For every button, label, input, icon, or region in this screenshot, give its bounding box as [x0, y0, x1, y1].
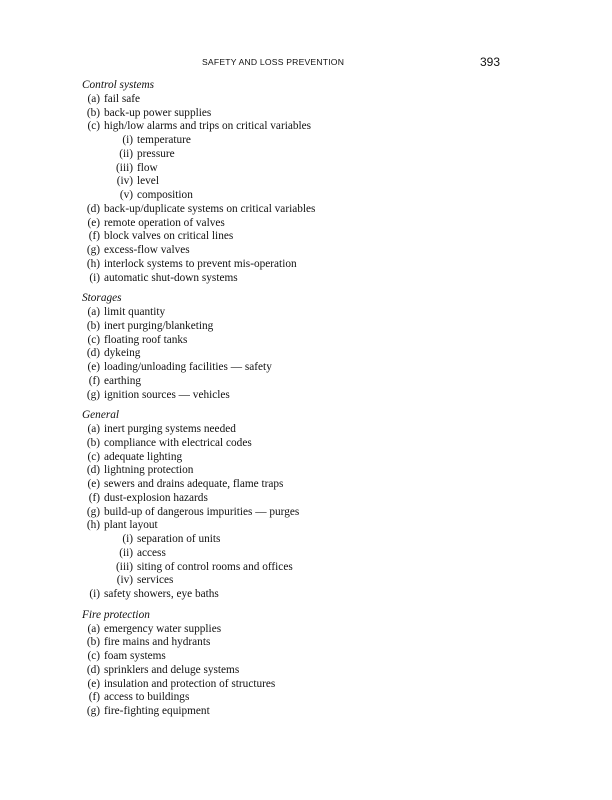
sub-list-item [82, 533, 512, 547]
list-item-text: fire-fighting equipment [104, 705, 210, 717]
section-title: Control systems [82, 79, 155, 91]
list-item-label: (a) [87, 423, 100, 435]
list-item-text: limit quantity [104, 306, 166, 318]
list-item-label: (f) [88, 230, 100, 243]
page-number: 393 [479, 55, 500, 69]
list-item-text: sewers and drains adequate, flame traps [104, 478, 284, 490]
list-item-label: (c) [87, 120, 100, 133]
list-item [82, 423, 512, 437]
list-item [82, 664, 512, 678]
list-item-label: (f) [88, 374, 100, 387]
list-item [82, 519, 512, 533]
list-item [82, 678, 512, 692]
list-item-label: (b) [86, 319, 100, 332]
list-item [82, 451, 512, 465]
sub-list-item-label: (i) [122, 134, 133, 146]
list-item-text: sprinklers and deluge systems [104, 663, 240, 676]
list-item-text: back-up power supplies [104, 106, 212, 119]
sub-list-item-label: (v) [119, 189, 133, 201]
sub-list-item-text: level [137, 175, 159, 188]
list-item-text: automatic shut-down systems [104, 271, 238, 284]
list-item-label: (g) [86, 388, 100, 401]
list-item-text: build-up of dangerous impurities — purges [104, 505, 300, 518]
page-header [82, 56, 500, 70]
list-item-label: (g) [86, 505, 100, 518]
list-item [82, 306, 512, 320]
list-item-label: (i) [89, 271, 100, 284]
section-general [82, 409, 512, 602]
sub-list-item-text: pressure [137, 147, 175, 160]
list-item-text: adequate lighting [104, 450, 183, 463]
list-item-text: emergency water supplies [104, 622, 222, 635]
list-item-label: (b) [86, 636, 100, 649]
list-item [82, 272, 512, 286]
section-control-systems [82, 79, 512, 285]
list-item-label: (g) [86, 705, 100, 717]
list-item-label: (b) [86, 106, 100, 119]
list-item [82, 244, 512, 258]
list-item [82, 107, 512, 121]
list-item [82, 691, 512, 705]
section-title: General [82, 409, 120, 422]
section-title: Fire protection [82, 608, 150, 621]
list-item-text: ignition sources — vehicles [104, 388, 230, 401]
list-item-label: (i) [89, 588, 100, 600]
list-item-label: (c) [87, 450, 100, 463]
sub-list-item-text: separation of units [137, 533, 221, 545]
list-item-label: (b) [86, 436, 100, 449]
list-item [82, 389, 512, 403]
list-item-label: (a) [87, 92, 100, 105]
list-item-label: (g) [86, 244, 100, 256]
list-item-text: dust-explosion hazards [104, 491, 208, 504]
list-item-text: earthing [104, 374, 142, 387]
list-item [82, 93, 512, 107]
list-item-text: plant layout [104, 519, 158, 532]
sub-list-item [82, 148, 512, 162]
sub-list-item [82, 574, 512, 588]
list-item [82, 705, 512, 719]
list-item [82, 258, 512, 272]
list-item-label: (f) [88, 491, 100, 504]
list-item-text: access to buildings [104, 691, 190, 704]
list-item-text: fire mains and hydrants [104, 636, 211, 649]
list-item-label: (d) [86, 202, 100, 215]
list-item [82, 217, 512, 231]
list-item-text: foam systems [104, 650, 166, 662]
sub-list-item-text: services [137, 574, 174, 587]
sub-list-item [82, 189, 512, 203]
section-fire-protection [82, 609, 512, 719]
section-title: Storages [82, 292, 122, 305]
list-item [82, 636, 512, 650]
sub-list-item-text: composition [137, 189, 193, 201]
sub-list-item-text: siting of control rooms and offices [137, 560, 293, 573]
sub-list-item-text: flow [137, 161, 158, 174]
sub-list-item-label: (ii) [119, 147, 133, 160]
list-item-label: (c) [87, 650, 100, 662]
list-item-label: (d) [86, 347, 100, 360]
list-item-text: loading/unloading facilities — safety [104, 361, 272, 373]
list-item-label: (h) [86, 519, 100, 532]
list-item [82, 320, 512, 334]
list-item [82, 437, 512, 451]
list-item-text: interlock systems to prevent mis-operation [104, 257, 297, 270]
sub-list-item [82, 162, 512, 176]
list-item [82, 588, 512, 602]
list-item-label: (e) [87, 361, 100, 373]
list-item-text: dykeing [104, 347, 141, 360]
list-item-text: high/low alarms and trips on critical variables [104, 120, 312, 133]
list-item [82, 230, 512, 244]
list-item-label: (f) [88, 691, 100, 704]
list-item-text: insulation and protection of structures [104, 677, 276, 690]
list-item [82, 478, 512, 492]
list-item [82, 492, 512, 506]
list-item-label: (h) [86, 257, 100, 270]
list-item-text: excess-flow valves [104, 244, 190, 256]
list-item-text: remote operation of valves [104, 216, 225, 229]
list-item-text: inert purging/blanketing [104, 319, 214, 332]
list-item-label: (d) [86, 663, 100, 676]
checklist-content [82, 79, 512, 726]
list-item-label: (e) [87, 216, 100, 229]
list-item-label: (d) [86, 464, 100, 477]
list-item [82, 464, 512, 478]
sub-list-item-label: (iv) [116, 175, 133, 188]
list-item [82, 623, 512, 637]
list-item [82, 375, 512, 389]
sub-list-item-label: (i) [122, 533, 133, 545]
list-item-label: (a) [87, 306, 100, 318]
list-item-text: lightning protection [104, 464, 194, 477]
sub-list-item-label: (iv) [116, 574, 133, 587]
sub-list-item-text: temperature [137, 134, 191, 146]
list-item-text: floating roof tanks [104, 333, 188, 346]
list-item-text: inert purging systems needed [104, 423, 236, 435]
sub-list-item [82, 561, 512, 575]
list-item-label: (a) [87, 622, 100, 635]
list-item-text: back-up/duplicate systems on critical variables [104, 202, 316, 215]
list-item-label: (e) [87, 478, 100, 490]
list-item [82, 650, 512, 664]
list-item-text: safety showers, eye baths [104, 588, 219, 600]
list-item [82, 506, 512, 520]
sub-list-item [82, 547, 512, 561]
sub-list-item [82, 134, 512, 148]
sub-list-item-text: access [137, 546, 166, 559]
sub-list-item-label: (iii) [116, 161, 133, 174]
list-item [82, 361, 512, 375]
sub-list-item-label: (iii) [116, 560, 133, 573]
section-storages [82, 292, 512, 402]
running-title: SAFETY AND LOSS PREVENTION [202, 57, 345, 67]
list-item-text: compliance with electrical codes [104, 436, 252, 449]
list-item-text: fail safe [104, 92, 141, 105]
list-item-text: block valves on critical lines [104, 230, 234, 243]
sub-list-item-label: (ii) [119, 546, 133, 559]
sub-list-item [82, 175, 512, 189]
list-item-label: (c) [87, 333, 100, 346]
list-item [82, 203, 512, 217]
list-item [82, 347, 512, 361]
list-item [82, 334, 512, 348]
list-item-label: (e) [87, 677, 100, 690]
list-item [82, 120, 512, 134]
